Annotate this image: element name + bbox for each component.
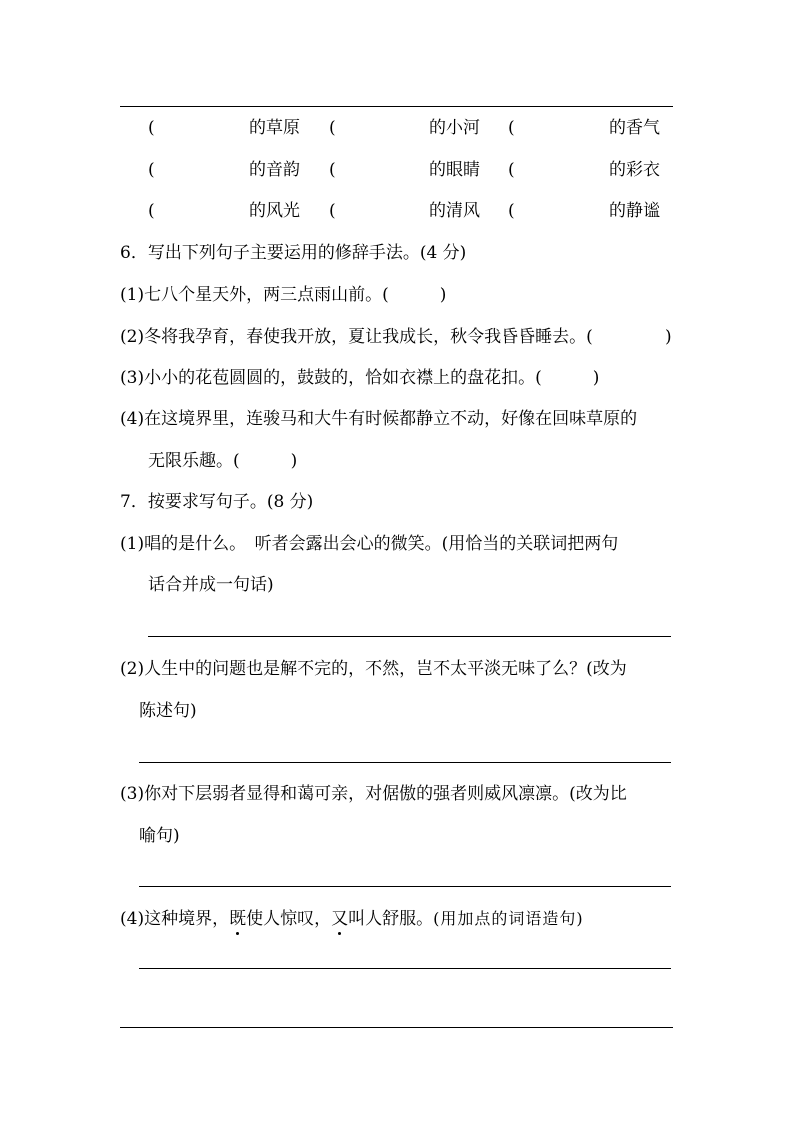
open-paren: (	[508, 201, 515, 221]
open-paren: (	[508, 118, 515, 138]
q7-s4-dotted-word-1: 既	[229, 909, 247, 929]
blank-suffix: 的香气	[609, 118, 660, 138]
q7-s3-line2: 喻句)	[139, 826, 180, 846]
q7-s4-note: (用加点的词语造句)	[433, 909, 584, 928]
answer-line-2[interactable]	[139, 762, 671, 763]
q7-s1-line2: 话合并成一句话)	[148, 575, 274, 595]
blank-suffix: 的草原	[249, 118, 300, 138]
q7-s4-part-a: (4)这种境界，	[120, 909, 230, 929]
top-rule	[120, 106, 673, 107]
blank-suffix: 的音韵	[249, 160, 300, 180]
blank-suffix: 的彩衣	[609, 160, 660, 180]
blank-suffix: 的小河	[429, 118, 480, 138]
q7-s4-part-b: 使人惊叹，	[246, 909, 332, 929]
blank-suffix: 的静谧	[609, 201, 660, 221]
q6-item-3: (3)小小的花苞圆圆的，鼓鼓的，恰如衣襟上的盘花扣。( )	[120, 368, 600, 388]
answer-line-1[interactable]	[148, 636, 671, 637]
q6-item-4: (4)在这境界里，连骏马和大牛有时候都静立不动，好像在回味草原的	[120, 409, 638, 429]
q7-s4	[120, 911, 584, 928]
q6-title: 6．写出下列句子主要运用的修辞手法。(4 分)	[120, 243, 467, 263]
answer-line-3[interactable]	[139, 886, 671, 887]
open-paren: (	[508, 160, 515, 180]
q7-s4-dotted-word-2: 又	[331, 909, 349, 929]
q6-item-1: (1)七八个星天外，两三点雨山前。( )	[120, 285, 447, 305]
bottom-rule	[120, 1027, 673, 1028]
q6-item-4-cont: 无限乐趣。( )	[148, 451, 298, 471]
q7-s4-part-c: 叫人舒服。	[348, 909, 434, 929]
blank-suffix: 的清风	[429, 201, 480, 221]
q7-s2-line2: 陈述句)	[139, 701, 197, 721]
q6-item-2-close-paren: )	[665, 327, 672, 347]
q6-item-2: (2)冬将我孕育，春使我开放，夏让我成长，秋令我昏昏睡去。(	[120, 327, 593, 347]
open-paren: (	[329, 201, 336, 221]
q7-s3-line1: (3)你对下层弱者显得和蔼可亲，对倨傲的强者则威风凛凛。(改为比	[120, 784, 627, 804]
open-paren: (	[329, 118, 336, 138]
open-paren: (	[148, 160, 155, 180]
open-paren: (	[329, 160, 336, 180]
q7-title: 7．按要求写句子。(8 分)	[120, 492, 314, 512]
answer-line-4[interactable]	[139, 968, 671, 969]
q7-s2-line1: (2)人生中的问题也是解不完的，不然，岂不太平淡无味了么？(改为	[120, 659, 627, 679]
open-paren: (	[148, 118, 155, 138]
q7-s1-line1: (1)唱的是什么。 听者会露出会心的微笑。(用恰当的关联词把两句	[120, 534, 619, 554]
open-paren: (	[148, 201, 155, 221]
blank-suffix: 的眼睛	[429, 160, 480, 180]
blank-suffix: 的风光	[249, 201, 300, 221]
